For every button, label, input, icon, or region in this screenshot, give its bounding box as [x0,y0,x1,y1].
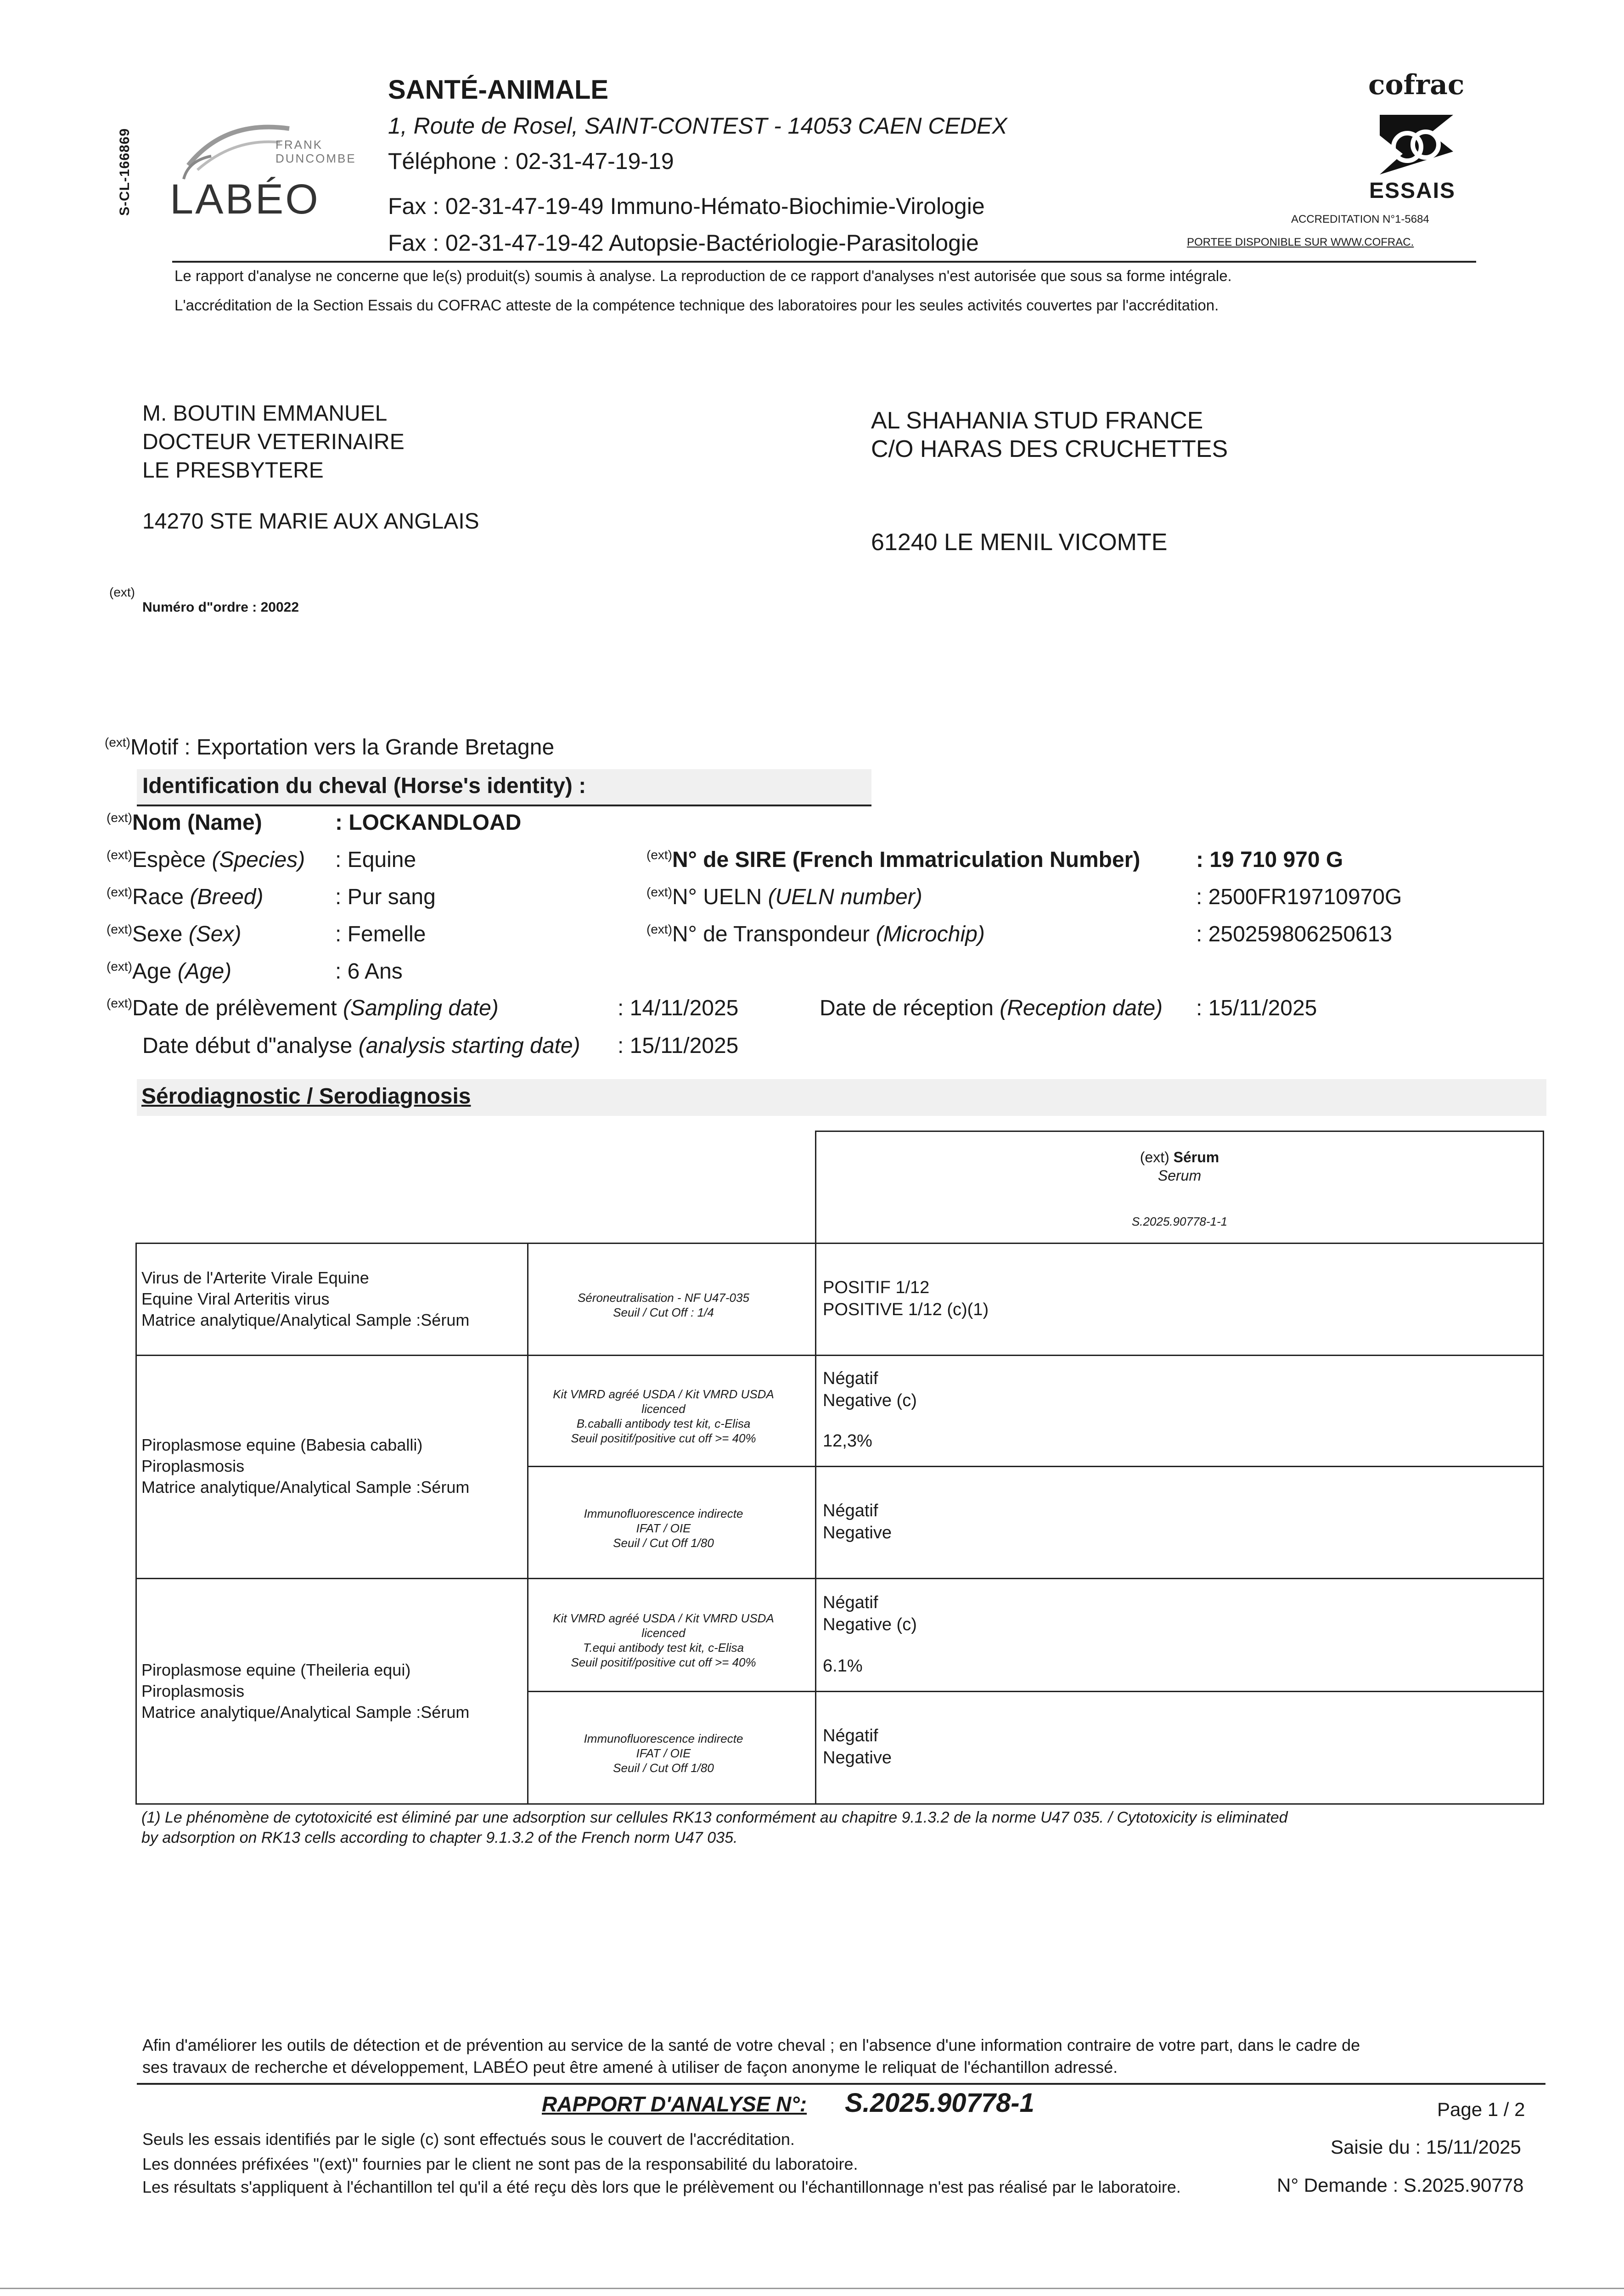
lab-address: 1, Route de Rosel, SAINT-CONTEST - 14053 CAEN CEDEX [388,113,1007,139]
sender-city: 14270 STE MARIE AUX ANGLAIS [142,509,479,534]
sampling-date-value: : 14/11/2025 [618,996,739,1020]
essais-label: ESSAIS [1369,179,1456,203]
document-code: S-CL-166869 [117,128,132,216]
logo-subtext: FRANK DUNCOMBE [275,138,356,165]
disclaimer-2: L'accréditation de la Section Essais du COFRAC atteste de la compétence technique des laboratoires pour les seules activités couvertes par l'accréditation. [174,297,1219,314]
ext-tag: (ext) [109,585,135,599]
eav-analyte: Virus de l'Arterite Virale Equine Equine Viral Arteritis virus Matrice analytique/Analytical Sample :Sérum [141,1268,470,1329]
recipient-city: 61240 LE MENIL VICOMTE [871,529,1168,556]
babesia-analyte: Piroplasmose equine (Babesia caballi) Piroplasmosis Matrice analytique/Analytical Sample :Sérum [141,1435,470,1497]
transponder-value: : 250259806250613 [1196,922,1393,946]
identity-heading: Identification du cheval (Horse's identity) : [142,774,586,798]
results-scope-note: Les résultats s'appliquent à l'échantillon tel qu'il a été reçu dès lors que le prélèvement ou l'échantillonnage n'est pas réalisé par le laboratoire. [142,2178,1181,2196]
sire-value: : 19 710 970 G [1196,848,1343,872]
theileria-elisa-result: Négatif Negative (c) [823,1593,917,1634]
ext-data-note: Les données préfixées "(ext)" fournies par le client ne sont pas de la responsabilité du laboratoire. [142,2155,858,2173]
report-number: S.2025.90778-1 [845,2088,1034,2118]
sex-value: : Femelle [335,922,426,946]
page-number: Page 1 / 2 [1437,2099,1525,2120]
ueln-value: : 2500FR19710970G [1196,885,1402,909]
horse-name-label: $^{(ext)}$Nom (Name) [107,810,262,835]
request-number: N° Demande : S.2025.90778 [1274,2174,1524,2196]
horse-name-value: : LOCKANDLOAD [335,810,522,835]
lab-phone: Téléphone : 02-31-47-19-19 [388,148,674,174]
entry-date: Saisie du : 15/11/2025 [1331,2136,1521,2158]
motif: $^{(ext)}$Motif : Exportation vers la Grande Bretagne [105,735,555,760]
theileria-elisa-method: Kit VMRD agréé USDA / Kit VMRD USDA licenced T.equi antibody test kit, c-Elisa Seuil positif/positive cut off >= 40% [553,1611,774,1669]
report-label: RAPPORT D'ANALYSE N°: [542,2092,807,2116]
sire-label: $^{(ext)}$N° de SIRE (French Immatriculation Number) [646,848,1141,872]
analysis-date-label: Date début d"analyse (analysis starting date) [142,1034,580,1058]
cofrac-essais-icon [1375,110,1458,179]
babesia-elisa-result: Négatif Negative (c) [823,1369,917,1410]
sample-header: (ext) Sérum Serum [1140,1149,1219,1184]
sample-id: S.2025.90778-1-1 [1131,1215,1228,1228]
cofrac-logo-text: cofrac [1368,69,1465,101]
sender-address: M. BOUTIN EMMANUEL DOCTEUR VETERINAIRE LE PRESBYTERE [142,401,405,483]
breed-label: $^{(ext)}$Race (Breed) [107,885,264,909]
research-notice: Afin d'améliorer les outils de détection et de prévention au service de la santé de votre cheval ; en l'absence d'une information contraire de votre part, dans le cadre de ses travaux de recherche et développement, LABÉO peut être amené à utiliser de façon anonyme le reliquat de l'échantillon adressé. [142,2036,1360,2077]
accreditation-note: Seuls les essais identifiés par le sigle (c) sont effectués sous le couvert de l'accréditation. [142,2130,795,2149]
age-label: $^{(ext)}$Age (Age) [107,959,232,984]
eav-method: Séroneutralisation - NF U47-035 Seuil / Cut Off : 1/4 [578,1291,749,1319]
breed-value: : Pur sang [335,885,436,909]
recipient-address: AL SHAHANIA STUD FRANCE C/O HARAS DES CRUCHETTES [871,407,1228,462]
babesia-ifat-method: Immunofluorescence indirecte IFAT / OIE Seuil / Cut Off 1/80 [584,1507,743,1550]
analysis-date-value: : 15/11/2025 [618,1034,739,1058]
species-label: $^{(ext)}$Espèce (Species) [107,848,305,872]
page-bottom-edge [0,2288,1624,2289]
order-number: Numéro d"ordre : 20022 [142,600,299,615]
identity-heading-underline [137,805,871,806]
species-value: : Equine [335,848,416,872]
sampling-date-label: $^{(ext)}$Date de prélèvement (Sampling date) [107,996,499,1020]
babesia-ifat-result: Négatif Negative [823,1501,892,1542]
transponder-label: $^{(ext)}$N° de Transpondeur (Microchip) [646,922,985,946]
section-title: Sérodiagnostic / Serodiagnosis [141,1084,471,1109]
babesia-elisa-method: Kit VMRD agréé USDA / Kit VMRD USDA licenced B.caballi antibody test kit, c-Elisa Seuil positif/positive cut off >= 40% [553,1387,774,1445]
reception-date-value: : 15/11/2025 [1196,996,1317,1020]
cytotoxicity-footnote: (1) Le phénomène de cytotoxicité est éliminé par une adsorption sur cellules RK13 conformément au chapitre 9.1.3.2 de la norme U47 035. / Cytotoxicity is eliminated by adsorption on RK13 cells according to chapter 9.1.3.2 of the French norm U47 035. [141,1809,1288,1846]
portee-link[interactable]: PORTEE DISPONIBLE SUR WWW.COFRAC. [1187,236,1414,248]
lab-fax-2: Fax : 02-31-47-19-42 Autopsie-Bactériologie-Parasitologie [388,230,979,256]
theileria-analyte: Piroplasmose equine (Theileria equi) Piroplasmosis Matrice analytique/Analytical Sample :Sérum [141,1660,470,1722]
header-divider [172,261,1476,263]
eav-result: POSITIF 1/12 POSITIVE 1/12 (c)(1) [823,1278,989,1319]
theileria-ifat-result: Négatif Negative [823,1726,892,1767]
babesia-elisa-percent: 12,3% [823,1431,872,1451]
lab-name: SANTÉ-ANIMALE [388,75,609,105]
lab-fax-1: Fax : 02-31-47-19-49 Immuno-Hémato-Biochimie-Virologie [388,193,985,219]
accreditation-number: ACCREDITATION N°1-5684 [1291,213,1429,225]
ueln-label: $^{(ext)}$N° UELN (UELN number) [646,885,922,909]
sex-label: $^{(ext)}$Sexe (Sex) [107,922,242,946]
disclaimer-1: Le rapport d'analyse ne concerne que le(s) produit(s) soumis à analyse. La reproduction de ce rapport d'analyses n'est autorisée que sous sa forme intégrale. [174,267,1232,284]
theileria-ifat-method: Immunofluorescence indirecte IFAT / OIE Seuil / Cut Off 1/80 [584,1732,743,1775]
theileria-elisa-percent: 6.1% [823,1656,863,1676]
labeo-logo-text: LABÉO [170,176,320,223]
age-value: : 6 Ans [335,959,403,984]
footer-divider [137,2083,1545,2085]
reception-date-label: Date de réception (Reception date) [820,996,1163,1020]
